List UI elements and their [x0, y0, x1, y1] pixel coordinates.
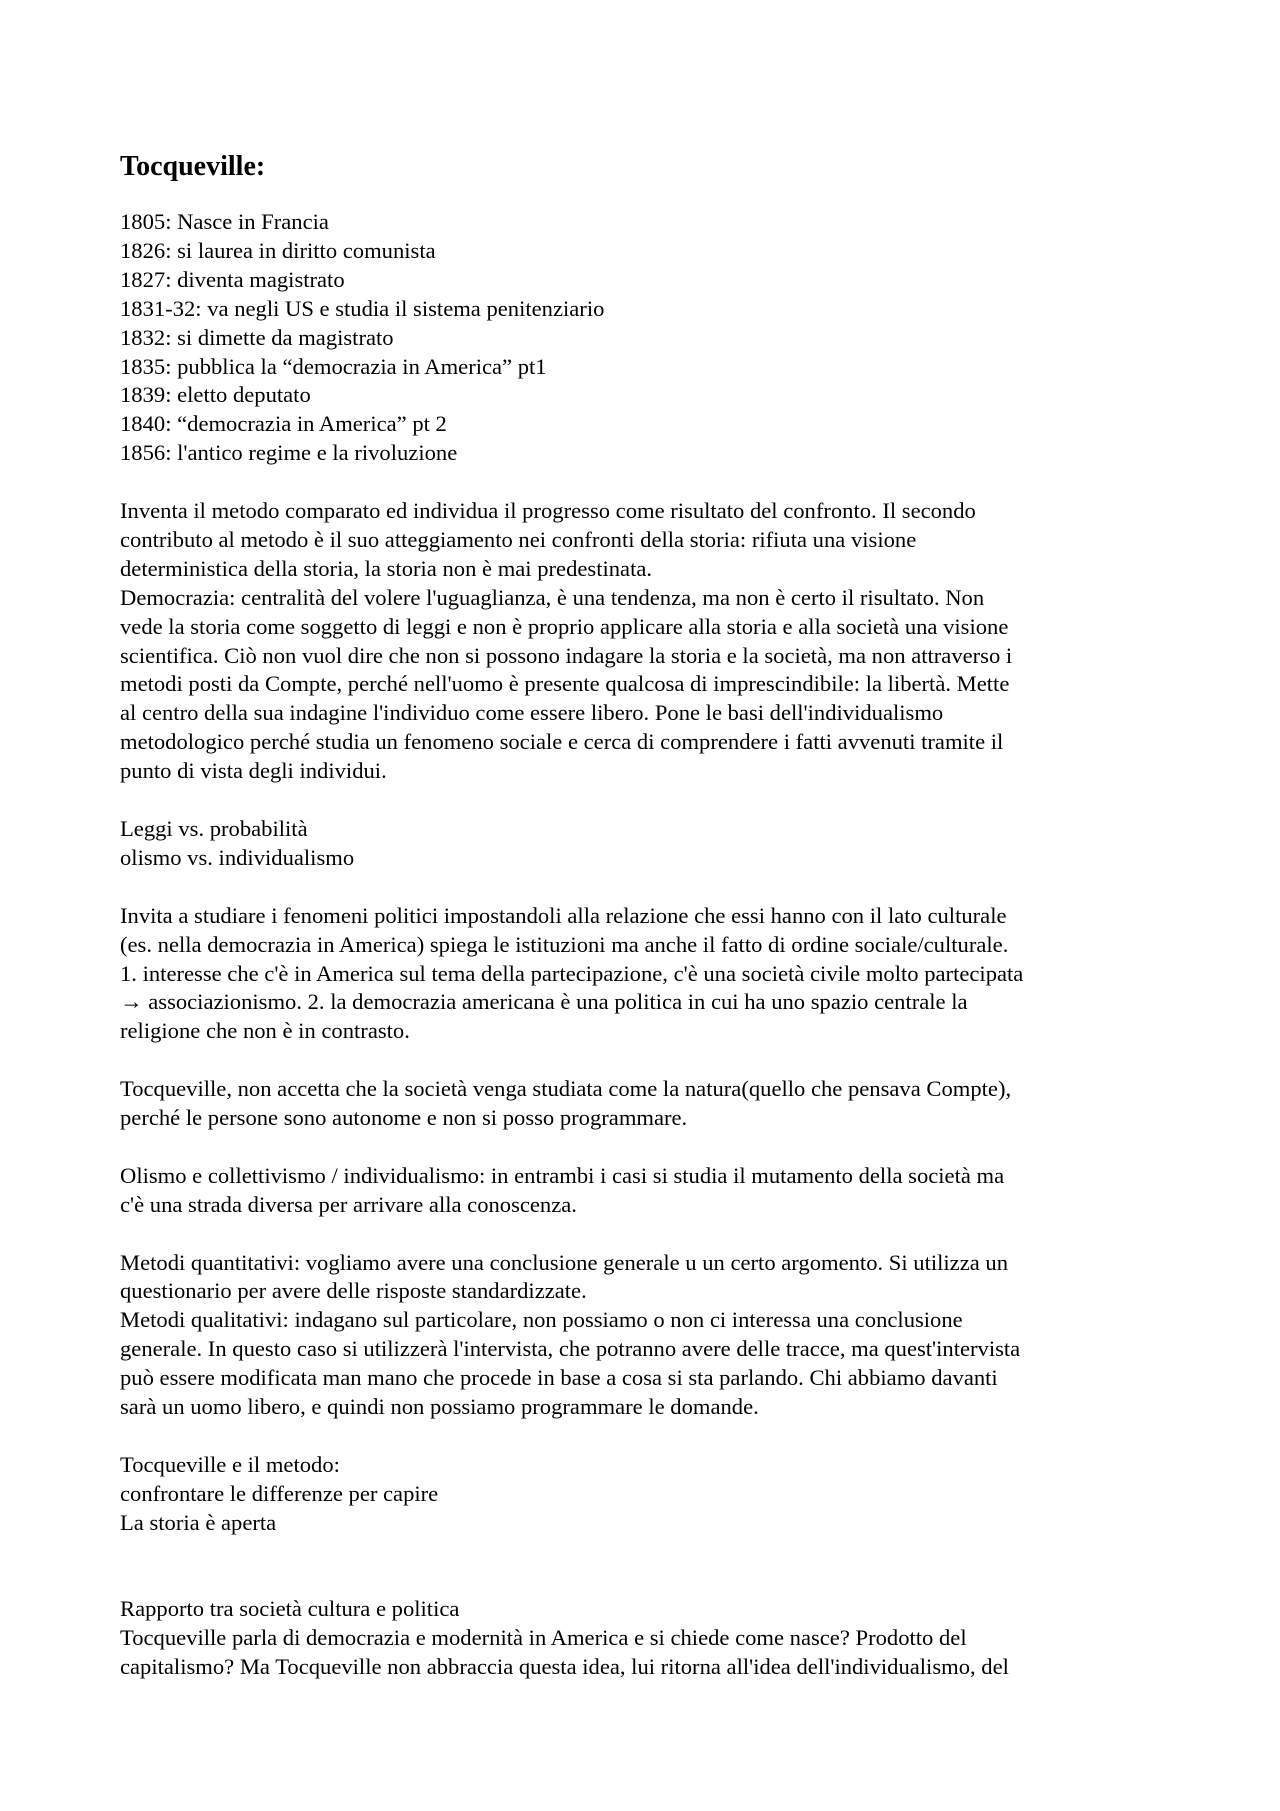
- text-line: sarà un uomo libero, e quindi non possiamo programmare le domande.: [120, 1394, 759, 1420]
- paragraph-spacer: [120, 1133, 1180, 1162]
- text-line: Metodi qualitativi: indagano sul particolare, non possiamo o non ci interessa una conclusione: [120, 1307, 963, 1333]
- text-line: Leggi vs. probabilità: [120, 816, 308, 841]
- text-line: Inventa il metodo comparato ed individua il progresso come risultato del confronto. Il secondo: [120, 498, 976, 524]
- timeline-item: 1835: pubblica la “democrazia in America” pt1: [120, 353, 547, 379]
- text-line: contributo al metodo è il suo atteggiamento nei confronti della storia: rifiuta una visione: [120, 526, 917, 552]
- text-line: perché le persone sono autonome e non si posso programmare.: [120, 1105, 688, 1131]
- paragraph-spacer: [120, 468, 1180, 497]
- text-line: può essere modificata man mano che procede in base a cosa si sta parlando. Chi abbiamo davanti: [120, 1365, 998, 1391]
- text-line: (es. nella democrazia in America) spiega le istituzioni ma anche il fatto di ordine sociale/culturale.: [120, 931, 1009, 957]
- text-line: olismo vs. individualismo: [120, 844, 355, 870]
- text-line: Rapporto tra società cultura e politica: [120, 1596, 460, 1622]
- text-line: Tocqueville e il metodo:: [120, 1451, 340, 1477]
- nature-paragraph: [120, 1075, 1180, 1133]
- relation-paragraph: [120, 1595, 1180, 1682]
- paragraph-spacer: [120, 1538, 1180, 1596]
- paragraph-spacer: [120, 1046, 1180, 1075]
- text-line: La storia è aperta: [120, 1509, 277, 1535]
- timeline-list: [120, 208, 1180, 468]
- paragraph-spacer: [120, 786, 1180, 815]
- text-line: → associazionismo. 2. la democrazia americana è una politica in cui ha uno spazio centrale la: [120, 989, 968, 1015]
- text-line: Tocqueville parla di democrazia e modernità in America e si chiede come nasce? Prodotto del: [120, 1625, 967, 1651]
- text-line: punto di vista degli individui.: [120, 758, 387, 784]
- text-line: confrontare le differenze per capire: [120, 1480, 439, 1506]
- document-content: [120, 150, 1180, 1682]
- timeline-item: 1856: l'antico regime e la rivoluzione: [120, 440, 458, 466]
- paragraph-spacer: [120, 1220, 1180, 1249]
- text-line: Olismo e collettivismo / individualismo: in entrambi i casi si studia il mutamento della società ma: [120, 1162, 1005, 1188]
- method-paragraph: [120, 497, 1180, 786]
- paragraph-spacer: [120, 873, 1180, 902]
- text-line: questionario per avere delle risposte standardizzate.: [120, 1278, 587, 1304]
- methods-paragraph: [120, 1249, 1180, 1422]
- text-line: deterministica della storia, la storia non è mai predestinata.: [120, 555, 653, 581]
- politics-paragraph: [120, 902, 1180, 1047]
- text-line: Metodi quantitativi: vogliamo avere una conclusione generale u un certo argomento. Si utilizza un: [120, 1249, 1009, 1275]
- timeline-item: 1832: si dimette da magistrato: [120, 324, 394, 350]
- paragraph-spacer: [120, 1422, 1180, 1451]
- text-line: c'è una strada diversa per arrivare alla conoscenza.: [120, 1191, 577, 1217]
- text-line: Invita a studiare i fenomeni politici impostandoli alla relazione che essi hanno con il lato culturale: [120, 902, 1007, 928]
- text-line: Tocqueville, non accetta che la società venga studiata come la natura(quello che pensava Compte),: [120, 1076, 1012, 1102]
- timeline-item: 1826: si laurea in diritto comunista: [120, 237, 436, 263]
- timeline-item: 1831-32: va negli US e studia il sistema penitenziario: [120, 295, 605, 321]
- text-line: vede la storia come soggetto di leggi e non è proprio applicare alla storia e alla società una visione: [120, 613, 1009, 639]
- text-line: al centro della sua indagine l'individuo come essere libero. Pone le basi dell'individualismo: [120, 700, 944, 726]
- timeline-item: 1827: diventa magistrato: [120, 266, 345, 292]
- text-line: generale. In questo caso si utilizzerà l'intervista, che potranno avere delle tracce, ma quest'intervista: [120, 1336, 1021, 1362]
- timeline-item: 1839: eletto deputato: [120, 382, 311, 408]
- text-line: 1. interesse che c'è in America sul tema della partecipazione, c'è una società civile molto partecipata: [120, 960, 1024, 986]
- text-line: religione che non è in contrasto.: [120, 1018, 410, 1044]
- text-line: Democrazia: centralità del volere l'uguaglianza, è una tendenza, ma non è certo il risultato. Non: [120, 584, 985, 610]
- summary-block: [120, 1451, 1180, 1538]
- page-title: Tocqueville:: [120, 151, 266, 182]
- text-line: capitalismo? Ma Tocqueville non abbraccia questa idea, lui ritorna all'idea dell'individualismo, del: [120, 1654, 1009, 1680]
- text-line: metodi posti da Compte, perché nell'uomo è presente qualcosa di imprescindibile: la libertà. Mette: [120, 671, 1010, 697]
- text-line: metodologico perché studia un fenomeno sociale e cerca di comprendere i fatti avvenuti tramite il: [120, 729, 1004, 755]
- timeline-item: 1805: Nasce in Francia: [120, 209, 329, 234]
- holism-paragraph: [120, 1162, 1180, 1220]
- contrasts-block: [120, 815, 1180, 873]
- text-line: scientifica. Ciò non vuol dire che non si possono indagare la storia e la società, ma non attraverso i: [120, 642, 1013, 668]
- timeline-item: 1840: “democrazia in America” pt 2: [120, 411, 447, 437]
